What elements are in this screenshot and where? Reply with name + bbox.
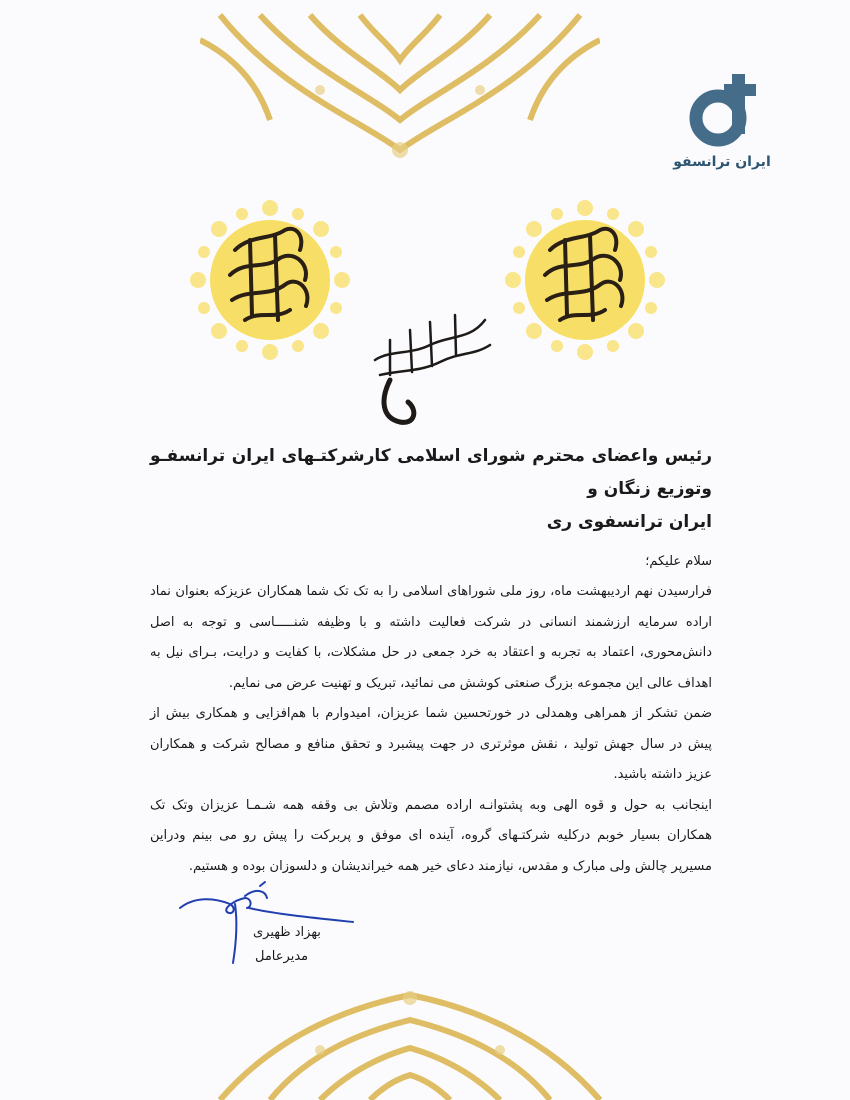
letter-greeting: سلام علیکم؛: [645, 554, 712, 569]
signature-block: [175, 878, 355, 978]
letter-body: [150, 440, 712, 882]
company-name: ایران ترانسفو: [673, 154, 771, 170]
letter-paragraph-2: ضمن تشکر از همراهی وهمدلی در خورتحسین شما عزیزان، امیدوارم با هم‌افزایی و همکاری بیش از پیش در سال جهش تولید ، نقش موثرتری در جهت پیشبرد و تحقق منافع و مصالح شرکت و همکاران عزیز داشته باشید.: [150, 706, 712, 782]
signatory-title: مدیرعامل: [255, 949, 309, 964]
letter-paragraph-1: فرارسیدن نهم اردیبهشت ماه، روز ملی شوراهای اسلامی را به تک تک شما همکاران عزیزکه بعنوان نماد اراده سرمایه ارزشمند انسانی در شرکت فعالیت داشته و با وظیفه شنـــــاسی و توجه به اصل دانش‌محوری، اعتماد به تجربه و اعتقاد به خرد جمعی در حل مشکلات، با کفایت و درایت، بـرای نیل به اهداف عالی این مجموعه بزرگ صنعتی کوشش می نمائید، تبریک و تهنیت عرض می نمایم.: [150, 584, 712, 691]
company-logo: [672, 70, 772, 170]
letter-paragraph-3: اینجانب به حول و قوه الهی وبه پشتوانـه اراده مصمم وتلاش بی وقفه همه شـمـا عزیزان وتک تک همکاران بسیار خوبم درکلیه شرکتـهای گروه، آینده ای موفق و پربرکت را پیش رو می بینم ودراین مسیرپر چالش ولی مبارک و مقدس، نیازمند دعای خیر همه خیراندیشان و دلسوزان بوده و هستیم.: [150, 797, 712, 874]
bottom-gold-ornament: [200, 990, 620, 1100]
basmala-calligraphy-icon: [360, 300, 500, 430]
letter-heading-line-1: رئیس واعضای محترم شورای اسلامی کارشرکتـهای ایران ترانسفـو وتوزیع زنگان و: [150, 446, 712, 499]
workers-council-emblem-right: [505, 180, 665, 380]
signatory-name: بهزاد ظهیری: [253, 925, 321, 940]
workers-council-emblem-left: [190, 180, 350, 380]
letter-heading-line-2: ایران ترانسفوی ری: [546, 512, 712, 532]
iran-transfo-logo-icon: [682, 70, 762, 150]
top-gold-ornament: [200, 0, 600, 165]
